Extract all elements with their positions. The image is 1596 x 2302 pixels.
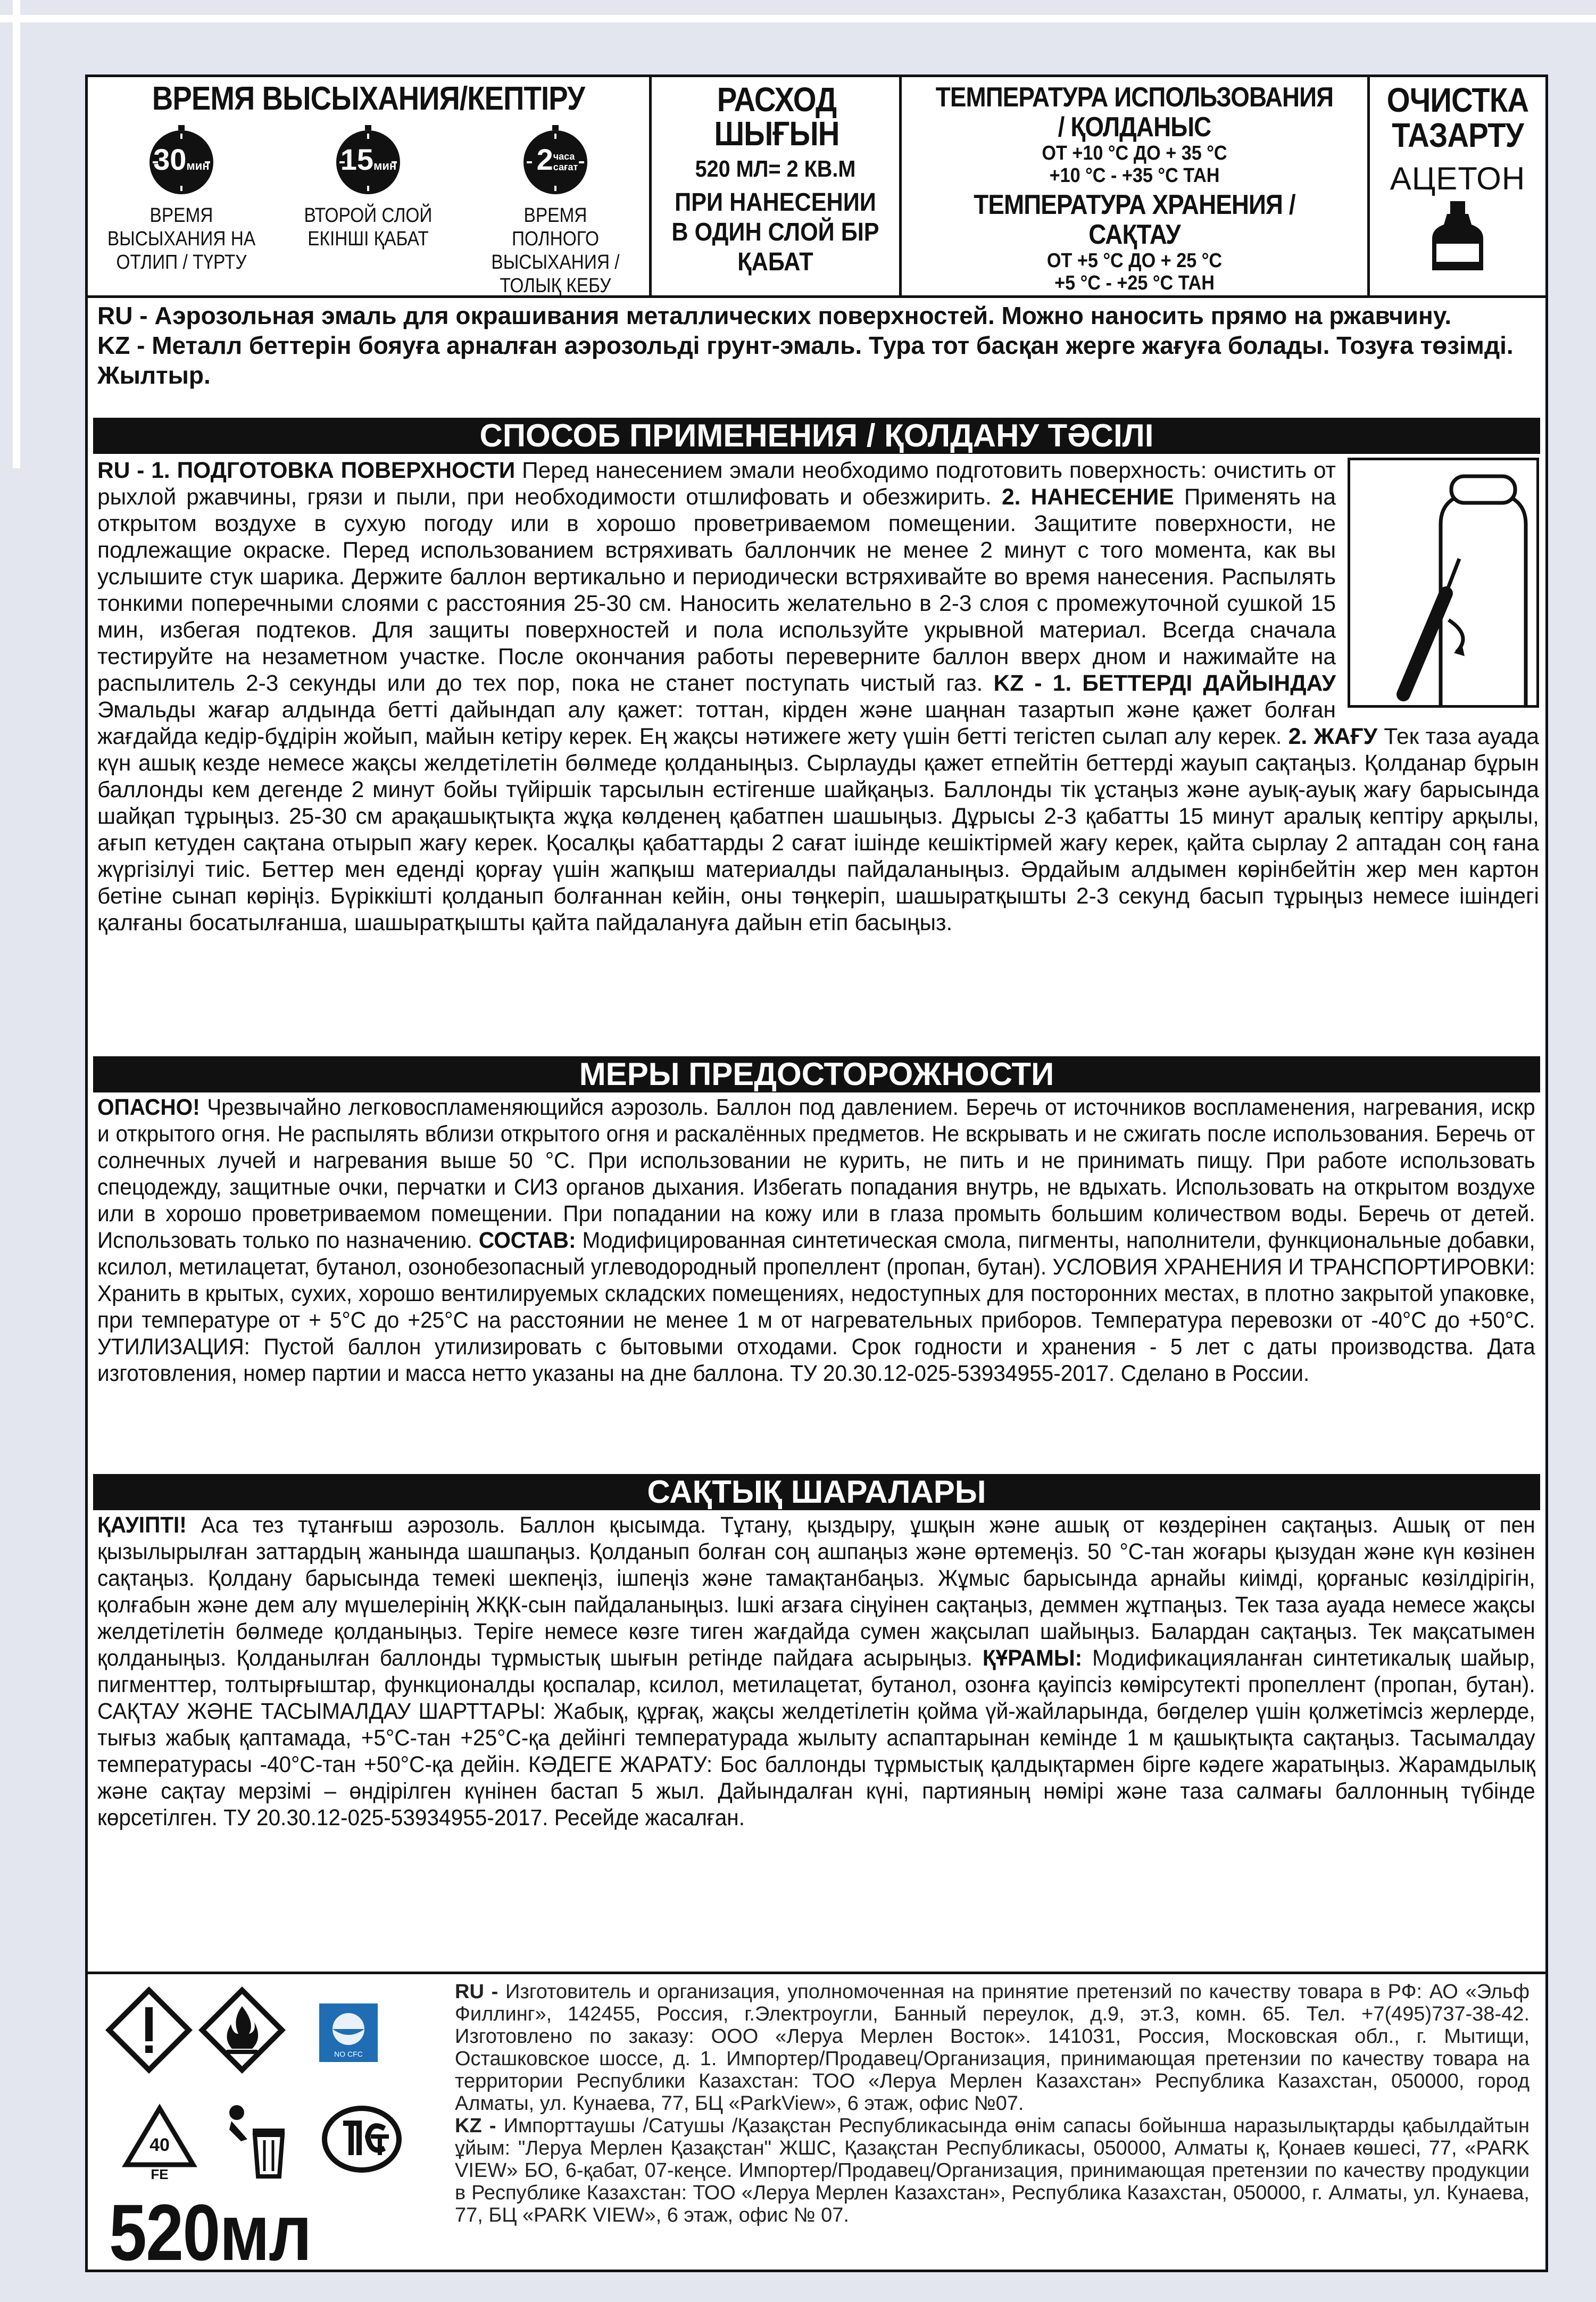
consumption-desc: ПРИ НАНЕСЕНИИ В ОДИН СЛОЙ БІР ҚАБАТ [671, 188, 879, 276]
timer-unit: часа сағат [553, 151, 578, 173]
composition-ru-label: СОСТАВ: [478, 1228, 576, 1253]
flammable-hazard-icon [197, 1985, 287, 2078]
intro-text [97, 301, 1534, 390]
mfg-ru-label: RU - [455, 1981, 498, 2003]
storage-temp-kz: +5 °С - +25 °С ТАН [1054, 272, 1215, 294]
consumption-title: РАСХОД ШЫҒЫН [714, 80, 839, 153]
intro-kz: KZ - Металл беттерін бояуға арналған аэрозольді грунт-эмаль. Тура тот басқан жерге жағуға болады. Тозуға төзімді. Жылтыр. [97, 332, 1514, 389]
use-temp-ru: ОТ +10 °С ДО + 35 °С [1042, 142, 1227, 164]
danger-ru: ОПАСНО! [97, 1095, 200, 1120]
method-text [97, 458, 1539, 937]
timer-30 [96, 123, 267, 297]
cleaning-title: ОЧИСТКА ТАЗАРТУ [1386, 81, 1529, 154]
timer-value: 15 [340, 143, 374, 176]
precautions-ru-text1: Чрезвычайно легковоспламеняющийся аэрозоль. Баллон под давлением. Беречь от источников воспламенения, нагревания, искр и открытого огня. Не распылять вблизи открытого огня и раскалённых предметов. Не вскрывать и не сжигать после использования. Беречь от солнечных лучей и нагревания выше 50 °С. При использовании не курить, не пить и не принимать пищу. При работе использовать спецодежду, защитные очки, перчатки и СИЗ органов дыхания. Избегать попадания внутрь, не вдыхать. Использовать на открытом воздухе или в хорошо проветриваемом помещении. При попадании на кожу или в глаза промыть большим количеством воды. Беречь от детей. Использовать только по назначению. [97, 1095, 1535, 1253]
method-kz-text2: Тек таза ауада күн ашық кезде немесе жақсы желдетілетін бөлмеде қолданыңыз. Сырлауды қажет етпейтін беттерді жауып сақтаңыз. Қолданар бұрын баллонды кем дегенде 2 минут бойы түйіршік тарсылын естігенше шайқаңыз. Баллонды тік ұстаңыз және ауық-ауық жағу барысында шайқап тұрыңыз. 25-30 см арақашықтықта жұқа көлденең қабатпен шашыңыз. Дұрысы 2-3 қабатты 15 минут аралық кептіру арқылы, ағып кетуден сақтана отырып жағу керек. Қосалқы қабаттарды 2 сағат ішінде кешіктірмей жағу керек, қайта сырлау 2 аптадан соң ғана жүргізілуі тиіс. Беттер мен едендi қорғау үшін жапқыш материалды пайдаланыңыз. Әрдайым алдымен көрінбейтін жер мен картон бетіне сынап көріңіз. Бүріккішті қолданып болғаннан кейін, оны төңкеріп, шашыратқышты 2-3 секунд басып тұрыңыз немесе ішіндегі қалғаны босатылғанша, шашыратқышты қайта пайдалануға дайын етіп басыңыз. [97, 724, 1539, 935]
precautions-ru-text [97, 1095, 1535, 1387]
precautions-kz-text1: Аса тез тұтанғыш аэрозоль. Баллон қысымда. Тұтану, қыздыру, ұшқын және ашық от көздерінен сақтаңыз. Ашық от пен қызылырылған заттардың жанында шашпаңыз. Қолданып болған соң ашпаңыз және өртемеңіз. 50 °С-тан жоғары қызудан және күн көзінен сақтаңыз. Қолдану барысында темекі шекпеңіз, ішпеңіз және тамақтанбаңыз. Жұмыс барысында арнайы киімді, қорғаныс көзілдірігін, қолғабын және дем алу мүшелерінің ЖҚК-сын пайдаланыңыз. Ішкі ағзаға сіңуінен сақтаңыз, деммен жұтпаңыз. Тек таза ауада немесе жақсы желдетілетін бөлмеде қолданыңыз. Теріге немесе көзге тиген жағдайда сумен жақсылап шайыңыз. Балардан сақтаңыз. Тек мақсатымен қолданыңыз. Қолданылған баллонды тұрмыстық шығын ретінде пайдаға асырыңыз. [97, 1513, 1535, 1671]
frame-left [13, 0, 20, 468]
method-ru-text2: Применять на открытом воздухе в сухую погоду или в хорошо проветриваемом помещении. Защитите поверхности, не подлежащие окраске. Перед использованием встряхивать баллончик не менее 2 минут с того момента, как вы услышите стук шарика. Держите баллон вертикально и периодически встряхивайте во время нанесения. Распылять тонкими поперечными слоями с расстояния 25-30 см. Наносить желательно в 2-3 слоя с промежуточной сушкой 15 мин, избегая подтеков. Для защиты поверхностей и пола используйте укрывной материал. Всегда сначала тестируйте на незаметном участке. После окончания работы переверните баллон вверх дном и нажимайте на распылитель 2-3 секунды или до тех пор, пока не станет поступать чистый газ. [97, 485, 1336, 696]
use-temp-kz: +10 °С - +35 °С ТАН [1049, 164, 1220, 187]
composition-kz-label: ҚҰРАМЫ: [982, 1646, 1083, 1671]
mfg-kz-text: Импорттаушы /Сатушы /Қазақстан Республикасында өнім сапасы бойынша наразылықтарды қабылдайтын ұйым: "Леруа Мерлен Қазақстан" ЖШС, Қазақстан Республикасы, 050000, Алматы қ, Қонаев көшесі, 77, «PARK VIEW» БО, 6-қабат, 07-кеңсе. Импортер/Продавец/Организация, принимающая претензии по качеству продукции в Республике Казахстан: ТОО «Леруа Мерлен Казахстан», Республика Казахстан, 050000, г. Алматы, ул. Кунаева, 77, БЦ «PARK VIEW», 6 этаж, офис № 07. [455, 2115, 1530, 2226]
clock-icon [518, 123, 593, 197]
danger-kz: ҚАУІПТІ! [97, 1513, 187, 1538]
recycle-code: 40 [149, 2135, 170, 2155]
consumption-cell [652, 77, 902, 295]
frame-top [0, 15, 1596, 22]
precautions-kz-heading: САҚТЫҚ ШАРАЛАРЫ [93, 1474, 1540, 1510]
method-kz-text1: Эмальды жағар алдында бетті дайындап алу қажет: тоттан, кірден және шаңнан тазартып және қажет болған жағдайда кедір-бұдірін жойып, майын кетіру керек. Ең жақсы нәтижеге жету үшін бетті тегістеп сылап алу керек. [97, 698, 1336, 749]
method-heading: СПОСОБ ПРИМЕНЕНИЯ / ҚОЛДАНУ ТӘСІЛІ [93, 418, 1540, 454]
precautions-ru-text2: Модифицированная синтетическая смола, пигменты, наполнители, функциональные добавки, ксилол, метилацетат, бутанол, озонобезопасный углеводородный пропеллент (пропан, бутан). УСЛОВИЯ ХРАНЕНИЯ И ТРАНСПОРТИРОВКИ: Хранить в крытых, сухих, хорошо вентилируемых складских помещениях, недоступных для посторонних местах, в плотно закрытой упаковке, при температуре от + 5°С до +25°С на расстоянии не менее 1 м от нагревательных приборов. Температура перевозки от -40°С до +50°С. УТИЛИЗАЦИЯ: Пустой баллон утилизировать с бытовыми отходами. Срок годности и хранения - 5 лет с даты производства. Дата изготовления, номер партии и масса нетто указаны на дне баллона. ТУ 20.30.12-025-53934955-2017. Сделано в России. [97, 1228, 1535, 1386]
manufacturer-info [455, 1981, 1530, 2226]
precautions-kz-text [97, 1512, 1535, 1832]
method-ru-label: RU - 1. ПОДГОТОВКА ПОВЕРХНОСТИ [97, 458, 516, 483]
solvent-bottle-icon [1370, 201, 1545, 273]
spray-nozzle-cleaning-icon [1348, 458, 1539, 708]
timer-caption: ВРЕМЯ ПОЛНОГО ВЫСЫХАНИЯ / ТОЛЫҚ КЕБУ [491, 204, 620, 297]
timer-value: 30 [153, 143, 187, 176]
use-temp-title: ТЕМПЕРАТУРА ИСПОЛЬЗОВАНИЯ / ҚОЛДАНЫС [935, 82, 1334, 143]
method-kz-label: KZ - 1. БЕТТЕРДІ ДАЙЫНДАУ [993, 671, 1336, 696]
mfg-kz-label: KZ - [455, 2115, 496, 2137]
recycle-material: FE [151, 2166, 169, 2182]
product-label [85, 74, 1548, 2277]
precautions-kz-text2: Модификацияланған синтетикалық шайыр, пигменттер, толтырғыштар, функционалды қоспалар, ксилол, метилацетат, бутанол, озонға қауіпсіз көмірсутекті пропеллент (пропан, бутан). САҚТАУ ЖӘНЕ ТАСЫМАЛДАУ ШАРТТАРЫ: Жабық, құрғақ, жақсы желдетілетін қойма үй-жайларында, бөгделер үшін қолжетімсіз жерлерде, тығыз жабық қаптамада, +5°С-тан +25°С-қа дейінгі температурада жылыту аспаптарынан кемінде 1 м қашықтықта сақтаңыз. Тасымалдау температурасы -40°С-тан +50°С-қа дейін. КӘДЕГЕ ЖАРАТУ: Бос баллонды тұрмыстық қалдықтармен бірге кәдеге жаратыңыз. Жарамдылық және сақтау мерзімі – өндірілген күнінен бастап 5 жыл. Дайындалған күні, партияның нөмірі және таза салмағы баллонның түбінде көрсетілген. ТУ 20.30.12-025-53934955-2017. Ресейде жасалған. [97, 1646, 1535, 1831]
info-panel [88, 77, 1545, 298]
method-kz-label2: 2. ЖАҒУ [1288, 724, 1378, 749]
timer-value: 2 [536, 143, 553, 176]
cleaning-cell [1370, 77, 1545, 295]
mfg-ru-text: Изготовитель и организация, уполномоченная на принятие претензий по качеству товара в РФ: АО «Эльф Филлинг», 142455, Россия, г.Электроугли, Банный переулок, д.9, эт.3, комн. 65. Тел. +7(495)737-38-42. Изготовлено по заказу: ООО «Леруа Мерлен Восток». 141031, Россия, Московская обл., г. Мытищи, Осташковское шоссе, д. 1. Импортер/Продавец/Организация, принимающая претензии по качеству товара на территории Республики Казахстан: ТОО «Леруа Мерлен Казахстан» Республика Казахстан, 050000, город Алматы, ул. Кунаева, 77, БЦ «ParkView», 6 этаж, офис №07. [455, 1981, 1530, 2115]
no-cfc-icon [319, 2003, 378, 2065]
drying-time-cell [88, 77, 652, 295]
method-ru-text1: Перед нанесением эмали необходимо подготовить поверхность: очистить от рыхлой ржавчины, грязи и пыли, при необходимости отшлифовать и обезжирить. [97, 458, 1336, 510]
storage-temp-ru: ОТ +5 °С ДО + 25 °С [1046, 250, 1223, 272]
timer-2h [470, 123, 641, 297]
temperature-cell [902, 77, 1370, 295]
timer-unit: мин [186, 159, 210, 172]
cleaning-agent: АЦЕТОН [1390, 161, 1526, 196]
timer-unit: мин [373, 159, 397, 172]
clock-icon [144, 123, 219, 197]
manufacturer-kz [455, 2115, 1530, 2226]
recycle-icon [120, 2102, 200, 2184]
consumption-amount: 520 МЛ= 2 КВ.М [695, 156, 856, 182]
drying-title: ВРЕМЯ ВЫСЫХАНИЯ/КЕПТІРУ [152, 80, 585, 117]
timer-caption: ВТОРОЙ СЛОЙ ЕКІНШІ ҚАБАТ [304, 204, 433, 250]
volume-label: 520мл [109, 2188, 311, 2277]
method-ru-label2: 2. НАНЕСЕНИЕ [1002, 485, 1174, 510]
intro-ru: RU - Аэрозольная эмаль для окрашивания металлических поверхностей. Можно наносить прямо на ржавчину. [97, 302, 1452, 329]
rst-certification-icon [322, 2105, 402, 2176]
clock-icon [331, 123, 405, 197]
timers [88, 123, 649, 297]
manufacturer-ru [455, 1981, 1530, 2115]
timer-15 [283, 123, 453, 297]
method-section [97, 458, 1539, 937]
storage-temp-title: ТЕМПЕРАТУРА ХРАНЕНИЯ / САҚТАУ [974, 189, 1295, 250]
trash-bin-icon [215, 2097, 295, 2184]
precautions-ru-heading: МЕРЫ ПРЕДОСТОРОЖНОСТИ [93, 1056, 1540, 1092]
exclamation-hazard-icon [104, 1985, 194, 2078]
bottom-section [88, 1972, 1545, 2277]
timer-caption: ВРЕМЯ ВЫСЫХАНИЯ НА ОТЛИП / ТҮРТУ [107, 204, 256, 274]
nocfc-text: NO CFC [334, 2050, 363, 2058]
